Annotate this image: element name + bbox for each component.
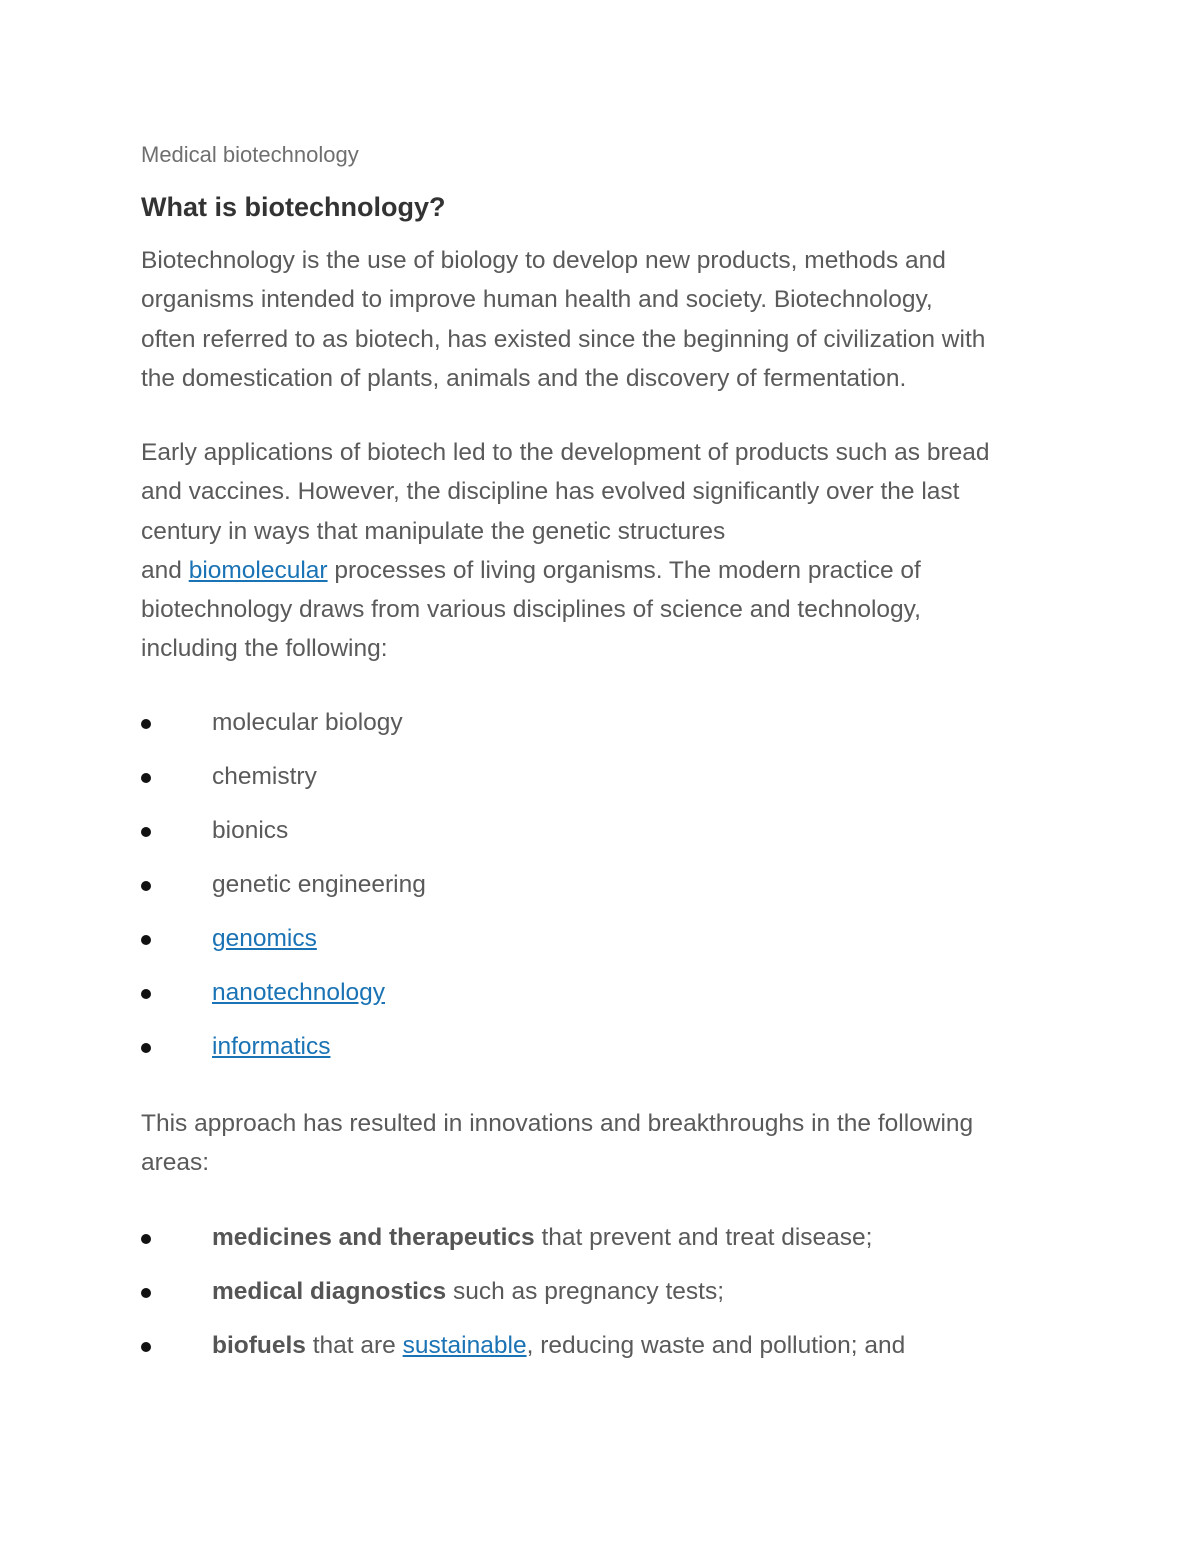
text-fragment: and [141, 556, 189, 584]
text-line: This approach has resulted in innovations and breakthroughs in the following [141, 1110, 974, 1137]
text-line: century in ways that manipulate the genetic structures [141, 517, 726, 545]
text-line: the domestication of plants, animals and the discovery of fermentation. [141, 364, 907, 392]
history-paragraph [141, 433, 1071, 669]
section-heading: What is biotechnology? [141, 192, 446, 222]
nanotechnology-link[interactable]: nanotechnology [212, 979, 386, 1006]
text-line: often referred to as biotech, has existed since the beginning of civilization with [141, 325, 986, 353]
bullet-icon [141, 827, 151, 837]
bullet-icon [141, 773, 151, 783]
area-description: that are [305, 1332, 403, 1359]
area-description: , reducing waste and pollution; and [526, 1332, 906, 1359]
bullet-icon [141, 989, 151, 999]
bullet-icon [141, 1043, 151, 1053]
bullet-icon [141, 935, 151, 945]
bullet-icon [141, 881, 151, 891]
sustainable-link[interactable]: sustainable [402, 1332, 527, 1359]
text-line: Biotechnology is the use of biology to develop new products, methods and [141, 247, 946, 274]
list-item-label: genetic engineering [212, 871, 426, 898]
area-description: that prevent and treat disease; [534, 1224, 873, 1251]
document-title: Medical biotechnology [141, 142, 359, 167]
text-line: biotechnology draws from various disciplines of science and technology, [141, 596, 921, 624]
list-item-label: bionics [212, 817, 289, 844]
area-name: biofuels [212, 1332, 306, 1359]
bullet-icon [141, 1234, 151, 1244]
text-line: areas: [141, 1149, 210, 1177]
text-fragment: processes of living organisms. The modern practice of [327, 556, 921, 584]
text-line: organisms intended to improve human health and society. Biotechnology, [141, 286, 933, 314]
list-item-label: chemistry [212, 763, 317, 790]
text-line: Early applications of biotech led to the development of products such as bread [141, 439, 990, 466]
list-item-text [212, 1218, 872, 1258]
bullet-icon [141, 719, 151, 729]
approach-paragraph [141, 1104, 1071, 1183]
list-item-text [212, 1272, 724, 1312]
area-name: medicines and therapeutics [212, 1224, 535, 1251]
bullet-icon [141, 1342, 151, 1352]
intro-paragraph [141, 241, 1071, 398]
area-description: such as pregnancy tests; [446, 1278, 725, 1305]
genomics-link[interactable]: genomics [212, 925, 317, 952]
area-name: medical diagnostics [212, 1278, 447, 1305]
text-line: including the following: [141, 635, 388, 663]
informatics-link[interactable]: informatics [212, 1033, 331, 1060]
text-line: and vaccines. However, the discipline has evolved significantly over the last [141, 478, 960, 506]
biomolecular-link[interactable]: biomolecular [188, 556, 328, 584]
list-item-text [212, 1326, 905, 1366]
text-line [141, 551, 1071, 590]
bullet-icon [141, 1288, 151, 1298]
list-item-label: molecular biology [212, 709, 403, 736]
